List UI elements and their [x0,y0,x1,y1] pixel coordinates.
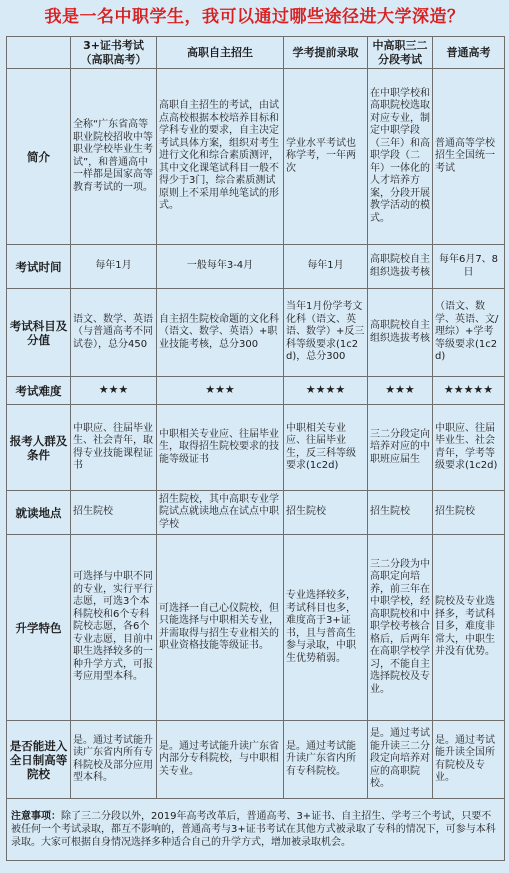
table-cell: 三二分段为中高职定向培养，前三年在中职学校，经高职院校和中职学校考核合格后，后两年在高职学校学习，不能自主选择院校及专业。 [368,535,433,721]
table-cell: 招生院校，其中高职专业学院试点就读地点在试点中职学校 [157,491,284,535]
table-cell: （语文、数学、英语、文/理综）+学考等级要求(1c2d) [433,289,505,377]
difficulty-stars: ★★★ [157,377,284,405]
table-cell: 高职自主招生的考试，由试点高校根据本校培养目标和学科专业的要求，自主决定考试具体方案，组织对考生进行文化和综合素质测评，其中文化课笔试科目一般不得少于3门，综合素质测试原则上不采用单纯笔试的形式。 [157,69,284,245]
table-row [7,491,505,535]
column-header: 中高职三二分段考试 [368,37,433,69]
row-header: 就读地点 [7,491,71,535]
table-cell: 高职院校自主组织选拔考核 [368,289,433,377]
table-cell: 高职院校自主组织选拔考核 [368,245,433,289]
difficulty-stars: ★★★ [368,377,433,405]
page-title: 我是一名中职学生，我可以通过哪些途径进大学深造？ [44,7,465,27]
table-cell: 招生院校 [433,491,505,535]
note-row [7,799,505,861]
table-cell: 招生院校 [368,491,433,535]
table-cell: 自主招生院校命题的文化科（语文、数学、英语）+职业技能考核，总分300 [157,289,284,377]
table-row [7,535,505,721]
difficulty-stars: ★★★★ [284,377,368,405]
table-cell: 在中职学校和高职院校选取对应专业，制定中职学段（三年）和高职学段（二年）一体化的人才培养方案，分段开展教学活动的模式。 [368,69,433,245]
table-cell: 招生院校 [71,491,157,535]
header-row [7,37,505,69]
table-row [7,721,505,799]
row-header: 考试难度 [7,377,71,405]
table-cell: 可选择一自己心仪院校，但只能选择与中职相关专业，并需取得与招生专业相关的职业资格技能等级证书。 [157,535,284,721]
table-cell: 是。通过考试能升读三二分段定向培养对应的高职院校。 [368,721,433,799]
table-row [7,405,505,491]
table-cell: 中职应、往届毕业生、社会青年，学考等级要求(1c2d) [433,405,505,491]
column-header: 学考提前录取 [284,37,368,69]
row-header: 考试时间 [7,245,71,289]
column-header: 普通高考 [433,37,505,69]
corner-cell [7,37,71,69]
table-cell: 招生院校 [284,491,368,535]
table-cell: 是。通过考试能升读全国所有院校及专业。 [433,721,505,799]
table-cell: 每年1月 [71,245,157,289]
table-cell: 院校及专业选择多，考试科目多，难度非常大，中职生并没有优势。 [433,535,505,721]
table-cell: 语文、数学、英语（与普通高考不同试卷），总分450 [71,289,157,377]
row-header: 报考人群及条件 [7,405,71,491]
table-row [7,69,505,245]
table-cell: 每年6月7、8日 [433,245,505,289]
table-cell: 中职应、往届毕业生、社会青年，取得专业技能课程证书 [71,405,157,491]
difficulty-stars: ★★★ [71,377,157,405]
table-cell: 是。通过考试能升读广东省内所有专科院校。 [284,721,368,799]
table-row [7,377,505,405]
note-cell [7,799,505,861]
table-cell: 三二分段定向培养对应的中职班应届生 [368,405,433,491]
row-header: 升学特色 [7,535,71,721]
column-header: 高职自主招生 [157,37,284,69]
table-cell: 中职相关专业应、往届毕业生，反三科等级要求(1c2d) [284,405,368,491]
table-cell: 全称“广东省高等职业院校招收中等职业学校毕业生考试”，和普通高中一样都是国家高等教育考试的一项。 [71,69,157,245]
column-header: 3+证书考试（高职高考） [71,37,157,69]
row-header: 简介 [7,69,71,245]
table-cell: 专业选择较多，考试科目也多，难度高于3+证书，且与普高生参与录取，中职生优势稍弱。 [284,535,368,721]
table-cell: 中职相关专业应、往届毕业生，取得招生院校要求的技能等级证书 [157,405,284,491]
table-cell: 每年1月 [284,245,368,289]
comparison-table [6,36,505,861]
table-cell: 是。通过考试能升读广东省内部分专科院校，与中职相关专业。 [157,721,284,799]
note-text: 除了三二分段以外，2019年高考改革后，普通高考、3+证书、自主招生、学考三个考试，只要不被任何一个考试录取，都互不影响的，普通高考与3+证书考试在其他方式被录取了专科的情况下，可参与本科录取。大家可根据自身情况选择多种适合自己的升学方式，增加被录取机会。 [11,811,496,848]
row-header: 是否能进入全日制高等院校 [7,721,71,799]
difficulty-stars: ★★★★★ [433,377,505,405]
table-cell: 一般每年3-4月 [157,245,284,289]
table-row [7,245,505,289]
table-cell: 可选择与中职不同的专业，实行平行志愿，可选3个本科院校和6个专科院校志愿，各6个专业志愿，目前中职生选择较多的一种升学方式，可报考应用型本科。 [71,535,157,721]
table-cell: 是。通过考试能升读广东省内所有专科院校及部分应用型本科。 [71,721,157,799]
table-cell: 普通高等学校招生全国统一考试 [433,69,505,245]
table-row [7,289,505,377]
table-cell: 当年1月份学考文化科（语文、英语、数学）+反三科等级要求(1c2d)，总分300 [284,289,368,377]
row-header: 考试科目及分值 [7,289,71,377]
table-cell: 学业水平考试也称学考，一年两次 [284,69,368,245]
note-label: 注意事项： [11,811,61,822]
